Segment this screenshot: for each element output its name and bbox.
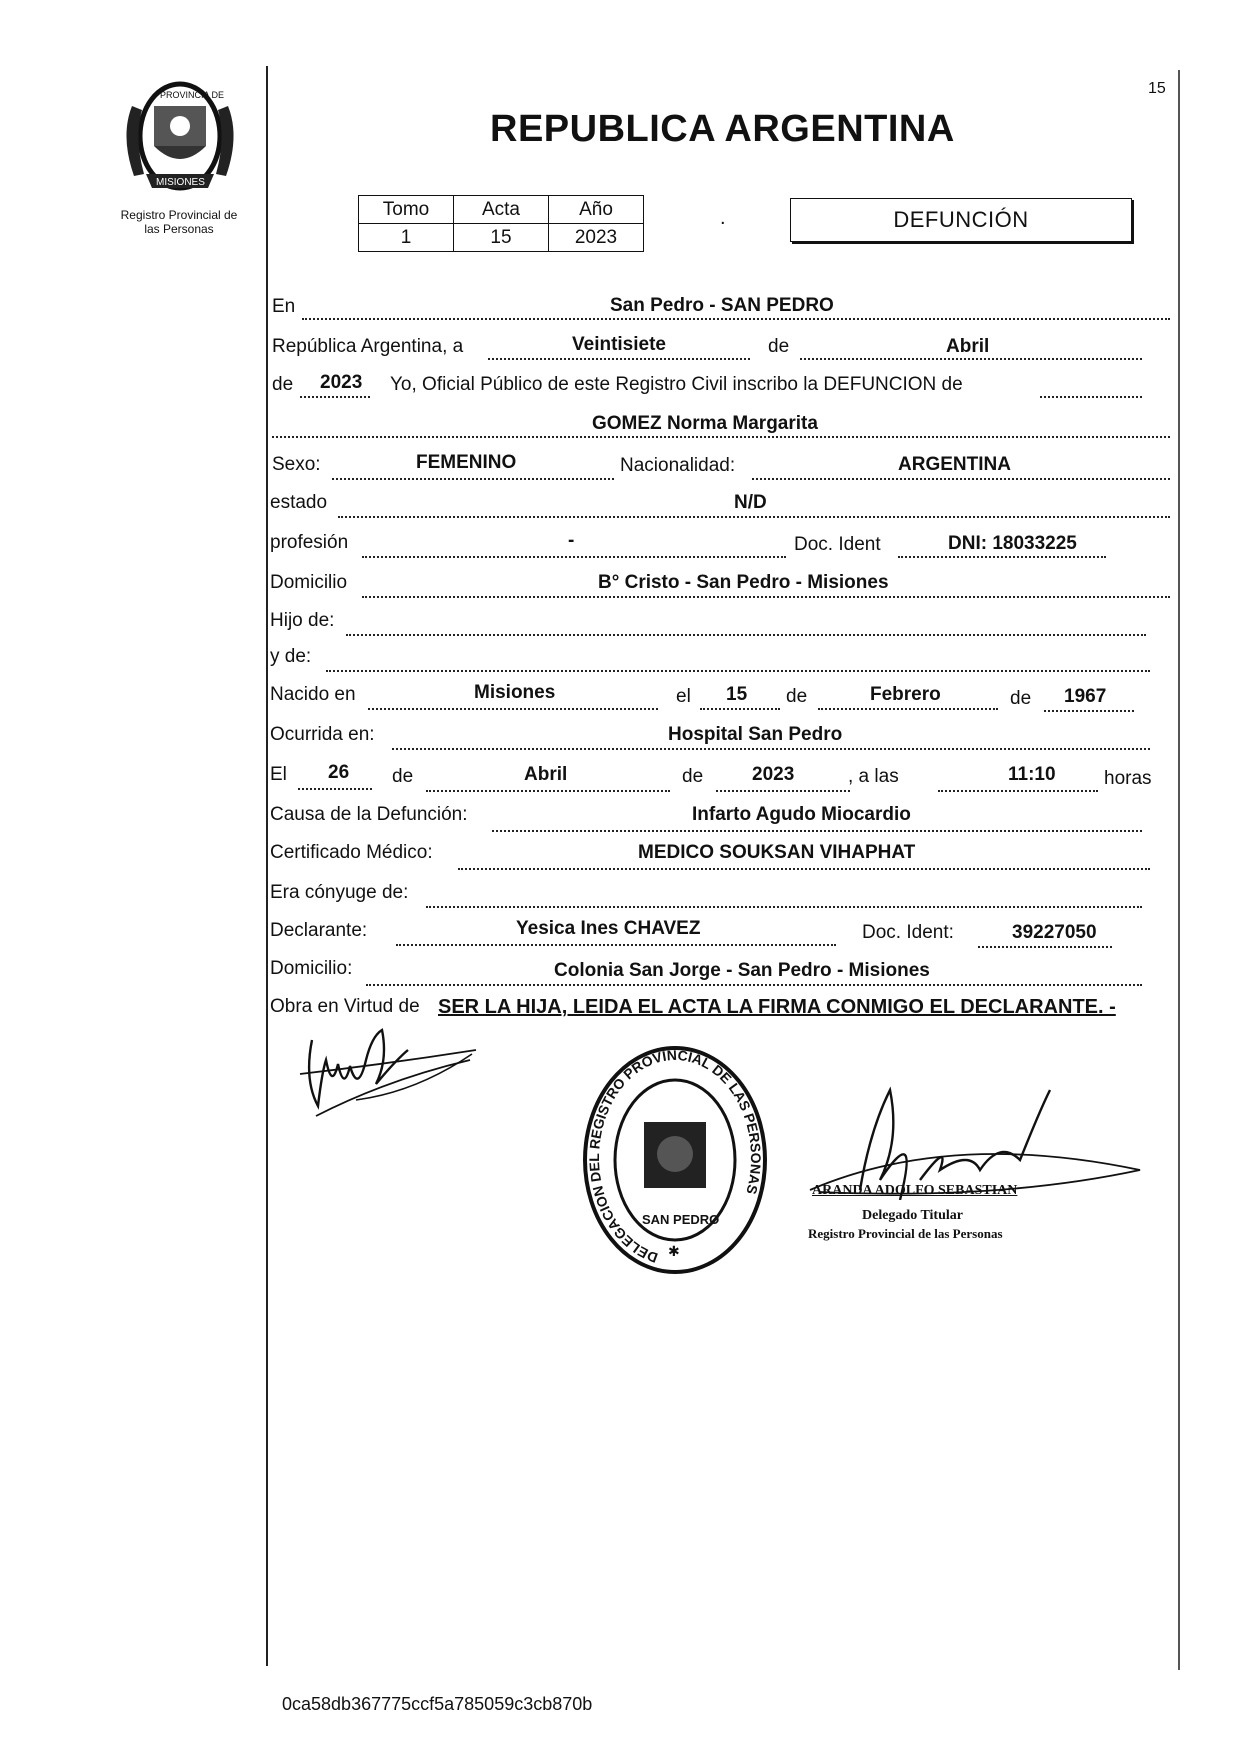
profesion-label: profesión xyxy=(270,532,349,553)
def-anio: 2023 xyxy=(752,764,795,785)
anio-value: 2023 xyxy=(549,224,644,252)
def-dia: 26 xyxy=(328,762,350,783)
nacionalidad-label: Nacionalidad: xyxy=(620,455,736,476)
stamp-star: ✱ xyxy=(668,1243,680,1259)
estado-line xyxy=(338,516,1170,518)
org-name-line2: las Personas xyxy=(144,222,214,236)
dia-texto: Veintisiete xyxy=(572,334,666,355)
acta-value: 15 xyxy=(454,224,549,252)
delegate-role: Delegado Titular xyxy=(862,1208,963,1223)
logo-top-text: PROVINCIA DE xyxy=(160,90,225,100)
def-de1: de xyxy=(392,766,414,787)
certificado-label: Certificado Médico: xyxy=(270,842,433,863)
nac-de2: de xyxy=(1010,688,1032,709)
nac-anio-line xyxy=(1044,710,1134,712)
domicilio-label: Domicilio xyxy=(270,572,348,593)
de-label: de xyxy=(768,336,790,357)
certificado-line xyxy=(458,868,1150,870)
nac-mes: Febrero xyxy=(870,684,941,705)
sexo-label: Sexo: xyxy=(272,454,321,475)
nac-dia-line xyxy=(700,708,780,710)
en-label: En xyxy=(272,296,296,317)
inscribo-text: Yo, Oficial Público de este Registro Civil inscribo la DEFUNCION de xyxy=(390,374,963,395)
def-mes: Abril xyxy=(524,764,568,785)
record-table xyxy=(358,195,644,252)
domicilio-line xyxy=(362,596,1170,598)
nac-anio: 1967 xyxy=(1064,686,1107,707)
decl-domicilio-line xyxy=(366,984,1142,986)
declarante-value: Yesica Ines CHAVEZ xyxy=(516,918,701,939)
anio-header: Año xyxy=(549,196,644,224)
def-de2: de xyxy=(682,766,704,787)
hora-value: 11:10 xyxy=(1008,764,1056,785)
hora-line xyxy=(938,790,1098,792)
nac-el-label: el xyxy=(676,686,691,707)
doc-value: DNI: 18033225 xyxy=(948,533,1077,554)
logo-bottom-text: MISIONES xyxy=(156,177,205,188)
stamp-city: SAN PEDRO xyxy=(642,1212,720,1227)
delegate-name: ARANDA ADOLFO SEBASTIAN xyxy=(812,1183,1018,1198)
causa-value: Infarto Agudo Miocardio xyxy=(692,804,911,825)
declarante-line xyxy=(396,944,836,946)
ocurrida-line xyxy=(392,748,1150,750)
official-stamp xyxy=(582,1044,768,1276)
province-seal-logo xyxy=(116,76,244,198)
def-el-label: El xyxy=(270,764,287,785)
en-value: San Pedro - SAN PEDRO xyxy=(610,295,834,316)
dia-line xyxy=(488,358,750,360)
document-hash: 0ca58db367775ccf5a785059c3cb870b xyxy=(282,1694,593,1714)
nacionalidad-line xyxy=(752,478,1170,480)
nac-dia: 15 xyxy=(726,684,748,705)
page-title: REPUBLICA ARGENTINA xyxy=(490,108,955,150)
ocurrida-label: Ocurrida en: xyxy=(270,724,375,745)
stamp-ring-text: DELEGACION DEL REGISTRO PROVINCIAL DE LAS PERSONAS xyxy=(586,1046,765,1267)
hijo-line xyxy=(346,634,1146,636)
republica-label: República Argentina, a xyxy=(272,336,464,357)
mes-line xyxy=(800,358,1142,360)
doc-line xyxy=(898,556,1106,558)
causa-label: Causa de la Defunción: xyxy=(270,804,468,825)
decl-doc-label: Doc. Ident: xyxy=(862,922,954,943)
nombre-value: GOMEZ Norma Margarita xyxy=(592,413,818,434)
alas-label: , a las xyxy=(848,766,899,787)
sexo-value: FEMENINO xyxy=(416,452,517,473)
nac-mes-line xyxy=(818,708,998,710)
yde-line xyxy=(326,670,1150,672)
decl-doc-line xyxy=(978,946,1112,948)
nacido-lugar: Misiones xyxy=(474,682,556,703)
sexo-line xyxy=(332,478,614,480)
separator-dot: . xyxy=(720,207,726,229)
def-dia-line xyxy=(298,788,372,790)
horas-label: horas xyxy=(1104,768,1152,789)
def-anio-line xyxy=(716,790,850,792)
hijo-label: Hijo de: xyxy=(270,610,335,631)
tomo-header: Tomo xyxy=(359,196,454,224)
yde-label: y de: xyxy=(270,646,312,667)
anio-prefix: de xyxy=(272,374,294,395)
decl-domicilio-label: Domicilio: xyxy=(270,958,353,979)
org-name xyxy=(98,208,260,236)
domicilio-value: B° Cristo - San Pedro - Misiones xyxy=(598,572,889,593)
page-number: 15 xyxy=(1148,80,1166,97)
mes-value: Abril xyxy=(946,336,990,357)
left-margin-line xyxy=(266,66,268,1666)
delegate-org: Registro Provincial de las Personas xyxy=(808,1226,1003,1241)
record-type-box: DEFUNCIÓN xyxy=(790,198,1132,242)
registrar-signature xyxy=(296,1020,486,1130)
causa-line xyxy=(492,830,1142,832)
right-margin-line xyxy=(1178,70,1180,1670)
declarante-label: Declarante: xyxy=(270,920,368,941)
nac-de1: de xyxy=(786,686,808,707)
nacido-lugar-line xyxy=(368,708,658,710)
estado-label: estado xyxy=(270,492,328,513)
profesion-line xyxy=(362,556,786,558)
def-mes-line xyxy=(426,790,670,792)
obra-label: Obra en Virtud de xyxy=(270,996,420,1017)
tomo-value: 1 xyxy=(359,224,454,252)
org-name-line1: Registro Provincial de xyxy=(120,208,238,222)
decl-domicilio-value: Colonia San Jorge - San Pedro - Misiones xyxy=(554,960,930,981)
anio-value: 2023 xyxy=(320,372,363,393)
anio-line xyxy=(300,396,370,398)
doc-label: Doc. Ident xyxy=(794,534,881,555)
delegate-signature xyxy=(800,1070,1145,1200)
nombre-line xyxy=(272,436,1170,438)
inscribo-line xyxy=(1040,396,1142,398)
profesion-value: - xyxy=(568,530,575,551)
certificado-value: MEDICO SOUKSAN VIHAPHAT xyxy=(638,842,916,863)
conyuge-label: Era cónyuge de: xyxy=(270,882,409,903)
nacido-label: Nacido en xyxy=(270,684,356,705)
ocurrida-value: Hospital San Pedro xyxy=(668,724,843,745)
conyuge-line xyxy=(426,906,1142,908)
nacionalidad-value: ARGENTINA xyxy=(898,454,1011,475)
en-line xyxy=(302,318,1170,320)
obra-value: SER LA HIJA, LEIDA EL ACTA LA FIRMA CONMIGO EL DECLARANTE. - xyxy=(438,996,1116,1018)
estado-value: N/D xyxy=(734,492,767,513)
decl-doc-value: 39227050 xyxy=(1012,922,1097,943)
acta-header: Acta xyxy=(454,196,549,224)
